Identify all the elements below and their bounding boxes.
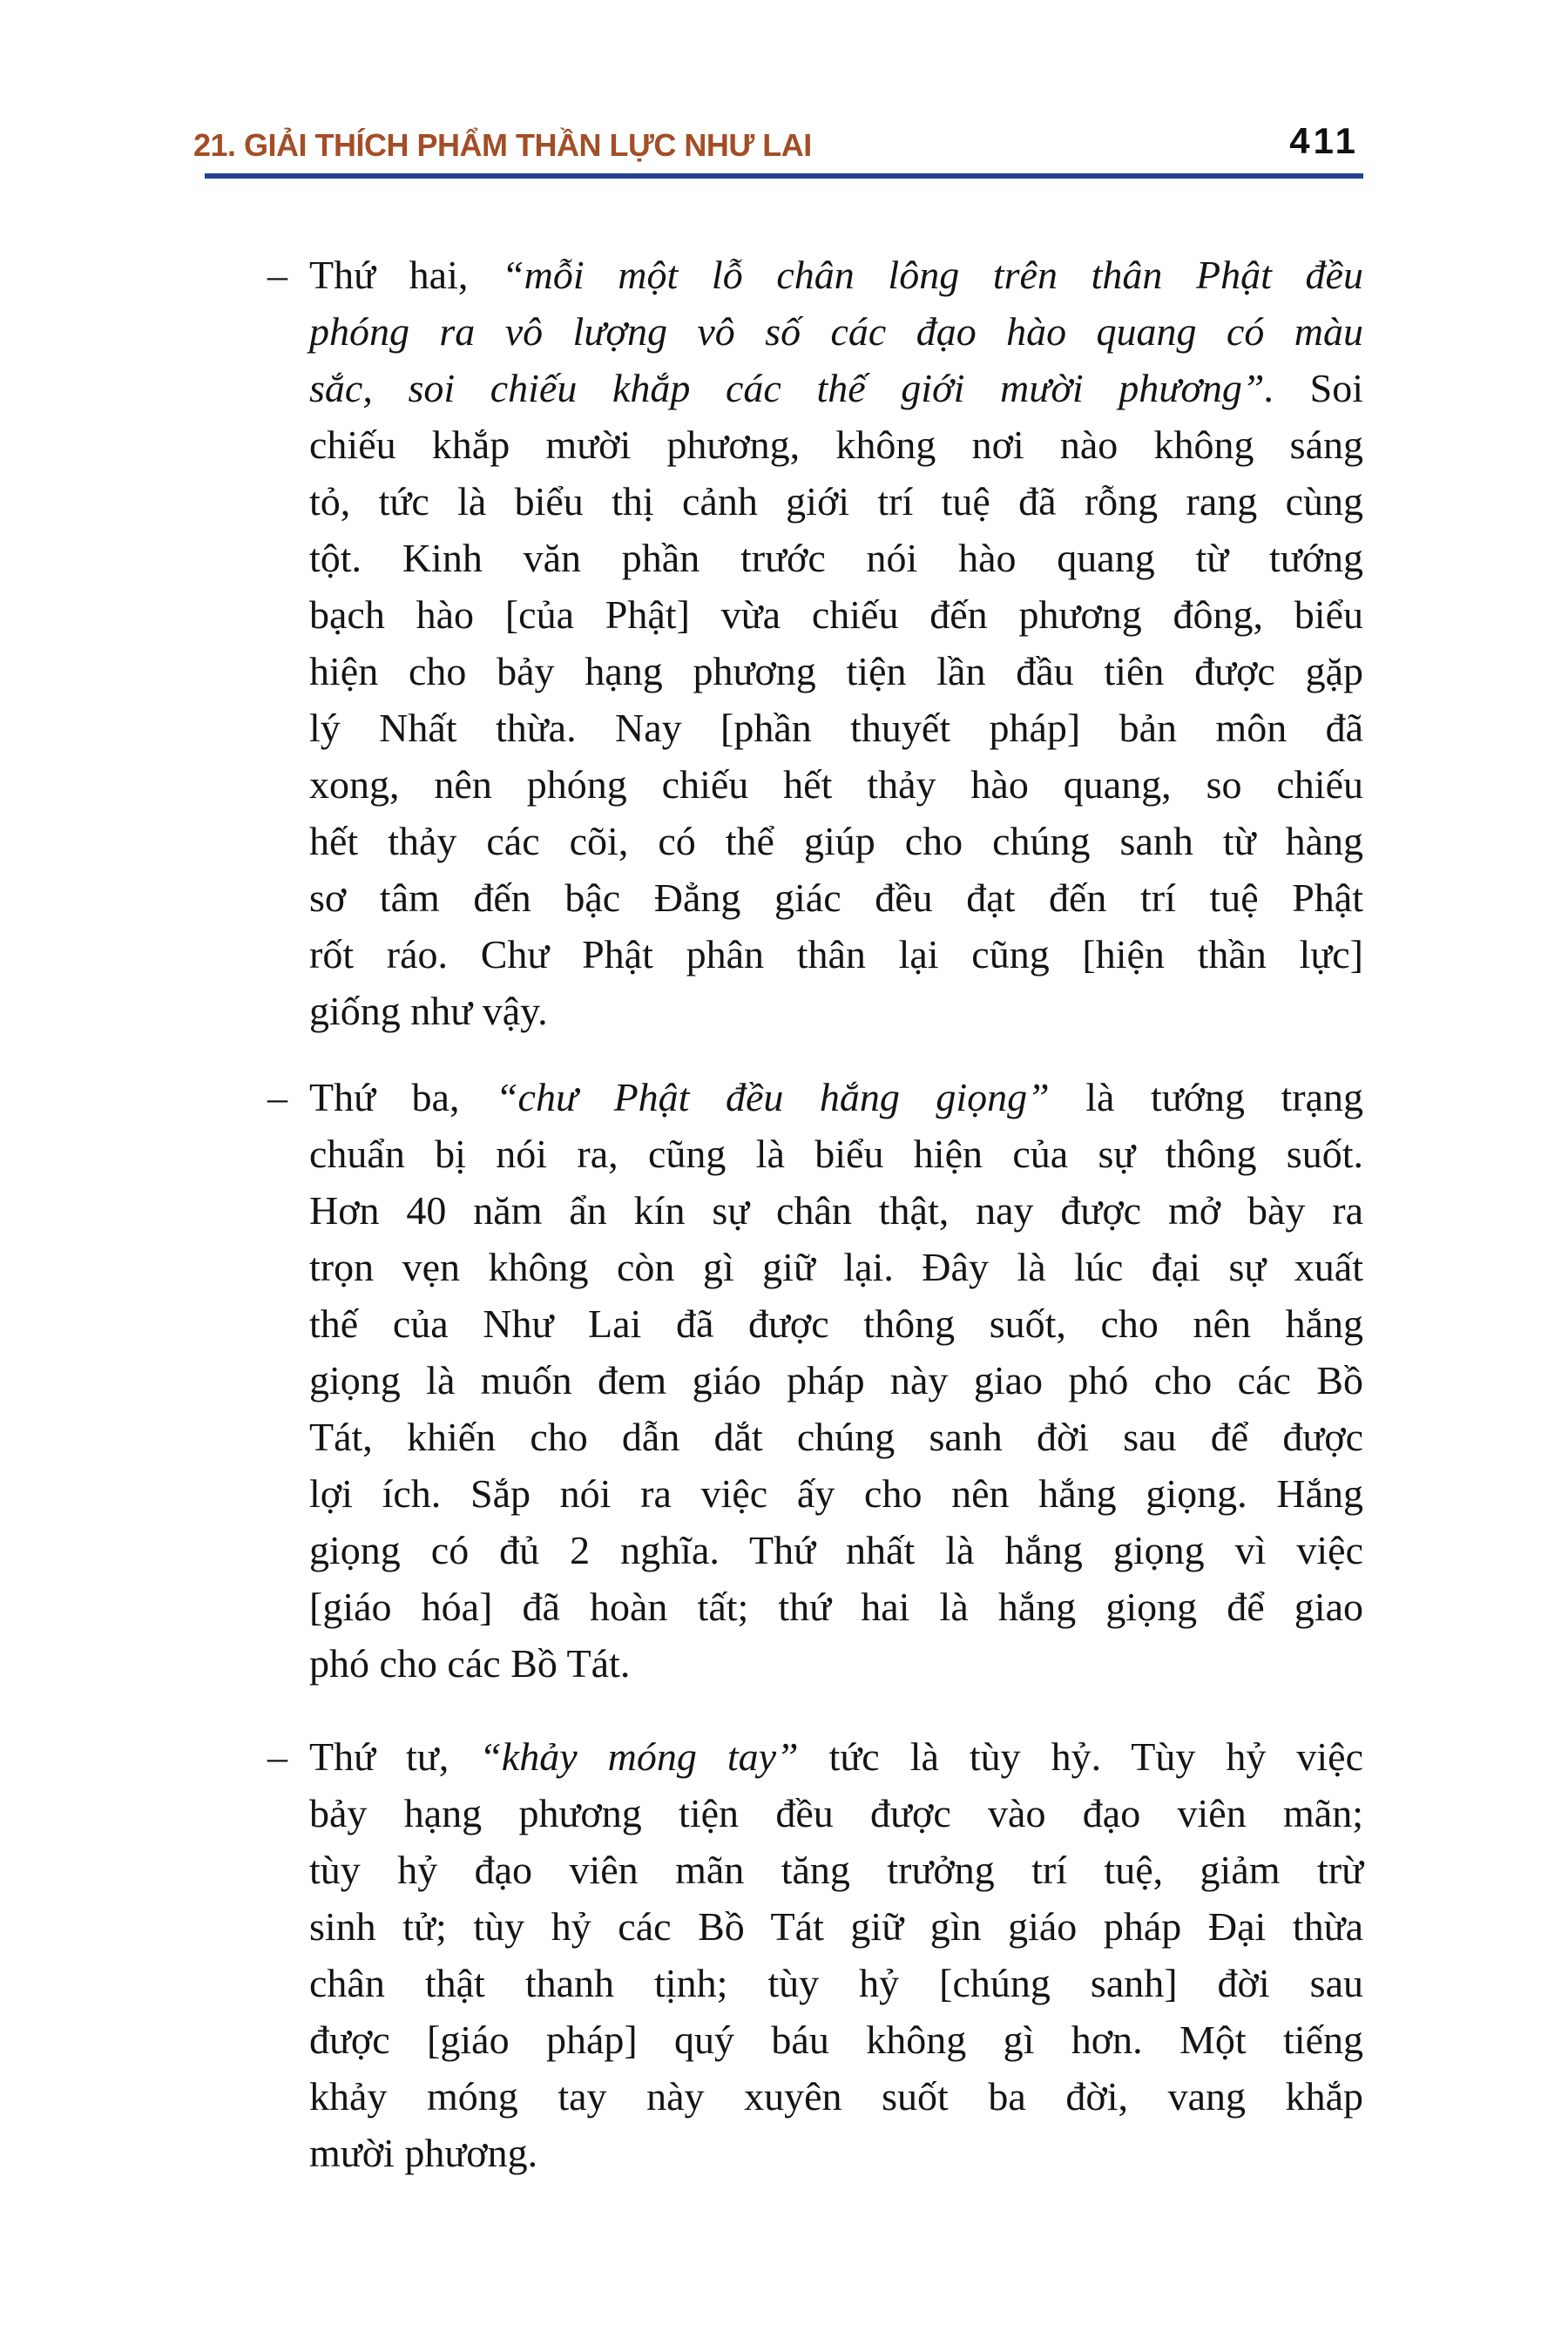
quoted-italic-text: sắc, soi chiếu khắp các thế giới mười phương”. (309, 366, 1274, 410)
text-line (309, 1465, 1363, 1522)
text-line (309, 530, 1363, 586)
text-line (309, 303, 1363, 360)
body-text: lý Nhất thừa. Nay [phần thuyết pháp] bản môn đã (309, 706, 1363, 750)
text-line (309, 1295, 1363, 1352)
chapter-title: 21. GIẢI THÍCH PHẨM THẦN LỰC NHƯ LAI (193, 127, 812, 163)
body-text: chuẩn bị nói ra, cũng là biểu hiện của sự thông suốt. (309, 1132, 1363, 1176)
text-line (309, 2068, 1363, 2125)
text-line (309, 360, 1363, 416)
text-line (309, 1069, 1363, 1125)
paragraph (267, 1728, 1363, 2181)
body-text: chiếu khắp mười phương, không nơi nào không sáng (309, 422, 1363, 467)
body-text: trọn vẹn không còn gì giữ lại. Đây là lúc đại sự xuất (309, 1245, 1363, 1289)
body-text: tức là tùy hỷ. Tùy hỷ việc (798, 1734, 1363, 1779)
body-text: hết thảy các cõi, có thể giúp cho chúng sanh từ hàng (309, 819, 1363, 863)
body-text: giọng là muốn đem giáo pháp này giao phó cho các Bồ (309, 1358, 1363, 1402)
text-line (309, 1522, 1363, 1578)
body-text: giọng có đủ 2 nghĩa. Thứ nhất là hắng giọng vì việc (309, 1528, 1363, 1572)
text-line (309, 1182, 1363, 1239)
text-line (309, 1635, 1363, 1692)
body-text: xong, nên phóng chiếu hết thảy hào quang, so chiếu (309, 762, 1363, 807)
text-line (309, 1728, 1363, 1785)
paragraph (267, 1069, 1364, 1692)
body-text: bạch hào [của Phật] vừa chiếu đến phương đông, biểu (309, 592, 1363, 637)
text-line (309, 700, 1363, 756)
text-line (309, 1239, 1363, 1295)
text-line (309, 756, 1363, 813)
body-text: bảy hạng phương tiện đều được vào đạo viên mãn; (309, 1791, 1363, 1835)
body-text: Hơn 40 năm ẩn kín sự chân thật, nay được mở bày ra (309, 1188, 1363, 1233)
text-line (309, 1955, 1363, 2011)
text-line (309, 1352, 1363, 1409)
text-line (309, 416, 1363, 473)
body-text: Soi (1274, 366, 1363, 410)
body-text: khảy móng tay này xuyên suốt ba đời, vang khắp (309, 2074, 1363, 2119)
body-text: hiện cho bảy hạng phương tiện lần đầu tiên được gặp (309, 649, 1363, 693)
body-text: phó cho các Bồ Tát. (309, 1641, 631, 1686)
body-text: rốt ráo. Chư Phật phân thân lại cũng [hiện thần lực] (309, 932, 1363, 977)
text-line (309, 1842, 1363, 1898)
body-text: là tướng trạng (1049, 1075, 1364, 1119)
body-text: tỏ, tức là biểu thị cảnh giới trí tuệ đã rỗng rang cùng (309, 479, 1363, 524)
body-text: chân thật thanh tịnh; tùy hỷ [chúng sanh] đời sau (309, 1961, 1363, 2005)
text-line (309, 869, 1363, 926)
body-text: mười phương. (309, 2131, 538, 2175)
paragraph-dash-marker: – (267, 1075, 287, 1119)
text-line (309, 2011, 1363, 2068)
text-line (309, 2125, 1363, 2181)
body-text: thế của Như Lai đã được thông suốt, cho nên hắng (309, 1301, 1363, 1346)
page-body (267, 247, 1364, 2181)
body-text: Thứ tư, (309, 1734, 480, 1779)
text-line (309, 247, 1363, 303)
text-line (309, 1409, 1363, 1465)
paragraph-dash-marker: – (267, 1734, 287, 1779)
text-line (309, 1125, 1363, 1182)
body-text: lợi ích. Sắp nói ra việc ấy cho nên hắng giọng. Hắng (309, 1471, 1363, 1516)
body-text: Thứ hai, (309, 253, 503, 297)
body-text: tột. Kinh văn phần trước nói hào quang từ tướng (309, 536, 1363, 580)
text-line (309, 926, 1363, 983)
text-line (309, 586, 1363, 643)
body-text: [giáo hóa] đã hoàn tất; thứ hai là hắng giọng để giao (309, 1585, 1363, 1629)
quoted-italic-text: “mỗi một lỗ chân lông trên thân Phật đều (502, 253, 1363, 297)
body-text: Thứ ba, (309, 1075, 496, 1119)
quoted-italic-text: “chư Phật đều hắng giọng” (495, 1075, 1050, 1119)
quoted-italic-text: “khảy móng tay” (479, 1734, 799, 1779)
paragraph (267, 247, 1363, 1039)
body-text: Tát, khiến cho dẫn dắt chúng sanh đời sau để được (309, 1415, 1363, 1459)
text-line (309, 1578, 1363, 1635)
running-header (0, 0, 1568, 183)
quoted-italic-text: phóng ra vô lượng vô số các đạo hào quang có màu (309, 309, 1363, 354)
body-text: giống như vậy. (309, 989, 548, 1033)
header-rule (205, 173, 1363, 179)
text-line (309, 473, 1363, 530)
body-text: sinh tử; tùy hỷ các Bồ Tát giữ gìn giáo pháp Đại thừa (309, 1904, 1363, 1949)
text-line (309, 983, 1363, 1039)
page-number: 411 (1289, 120, 1359, 161)
body-text: sơ tâm đến bậc Đẳng giác đều đạt đến trí tuệ Phật (309, 875, 1363, 920)
text-line (309, 813, 1363, 869)
body-text: được [giáo pháp] quý báu không gì hơn. Một tiếng (309, 2017, 1363, 2062)
body-text: tùy hỷ đạo viên mãn tăng trưởng trí tuệ, giảm trừ (309, 1848, 1363, 1892)
paragraph-dash-marker: – (267, 253, 287, 297)
text-line (309, 643, 1363, 700)
text-line (309, 1898, 1363, 1955)
text-line (309, 1785, 1363, 1842)
